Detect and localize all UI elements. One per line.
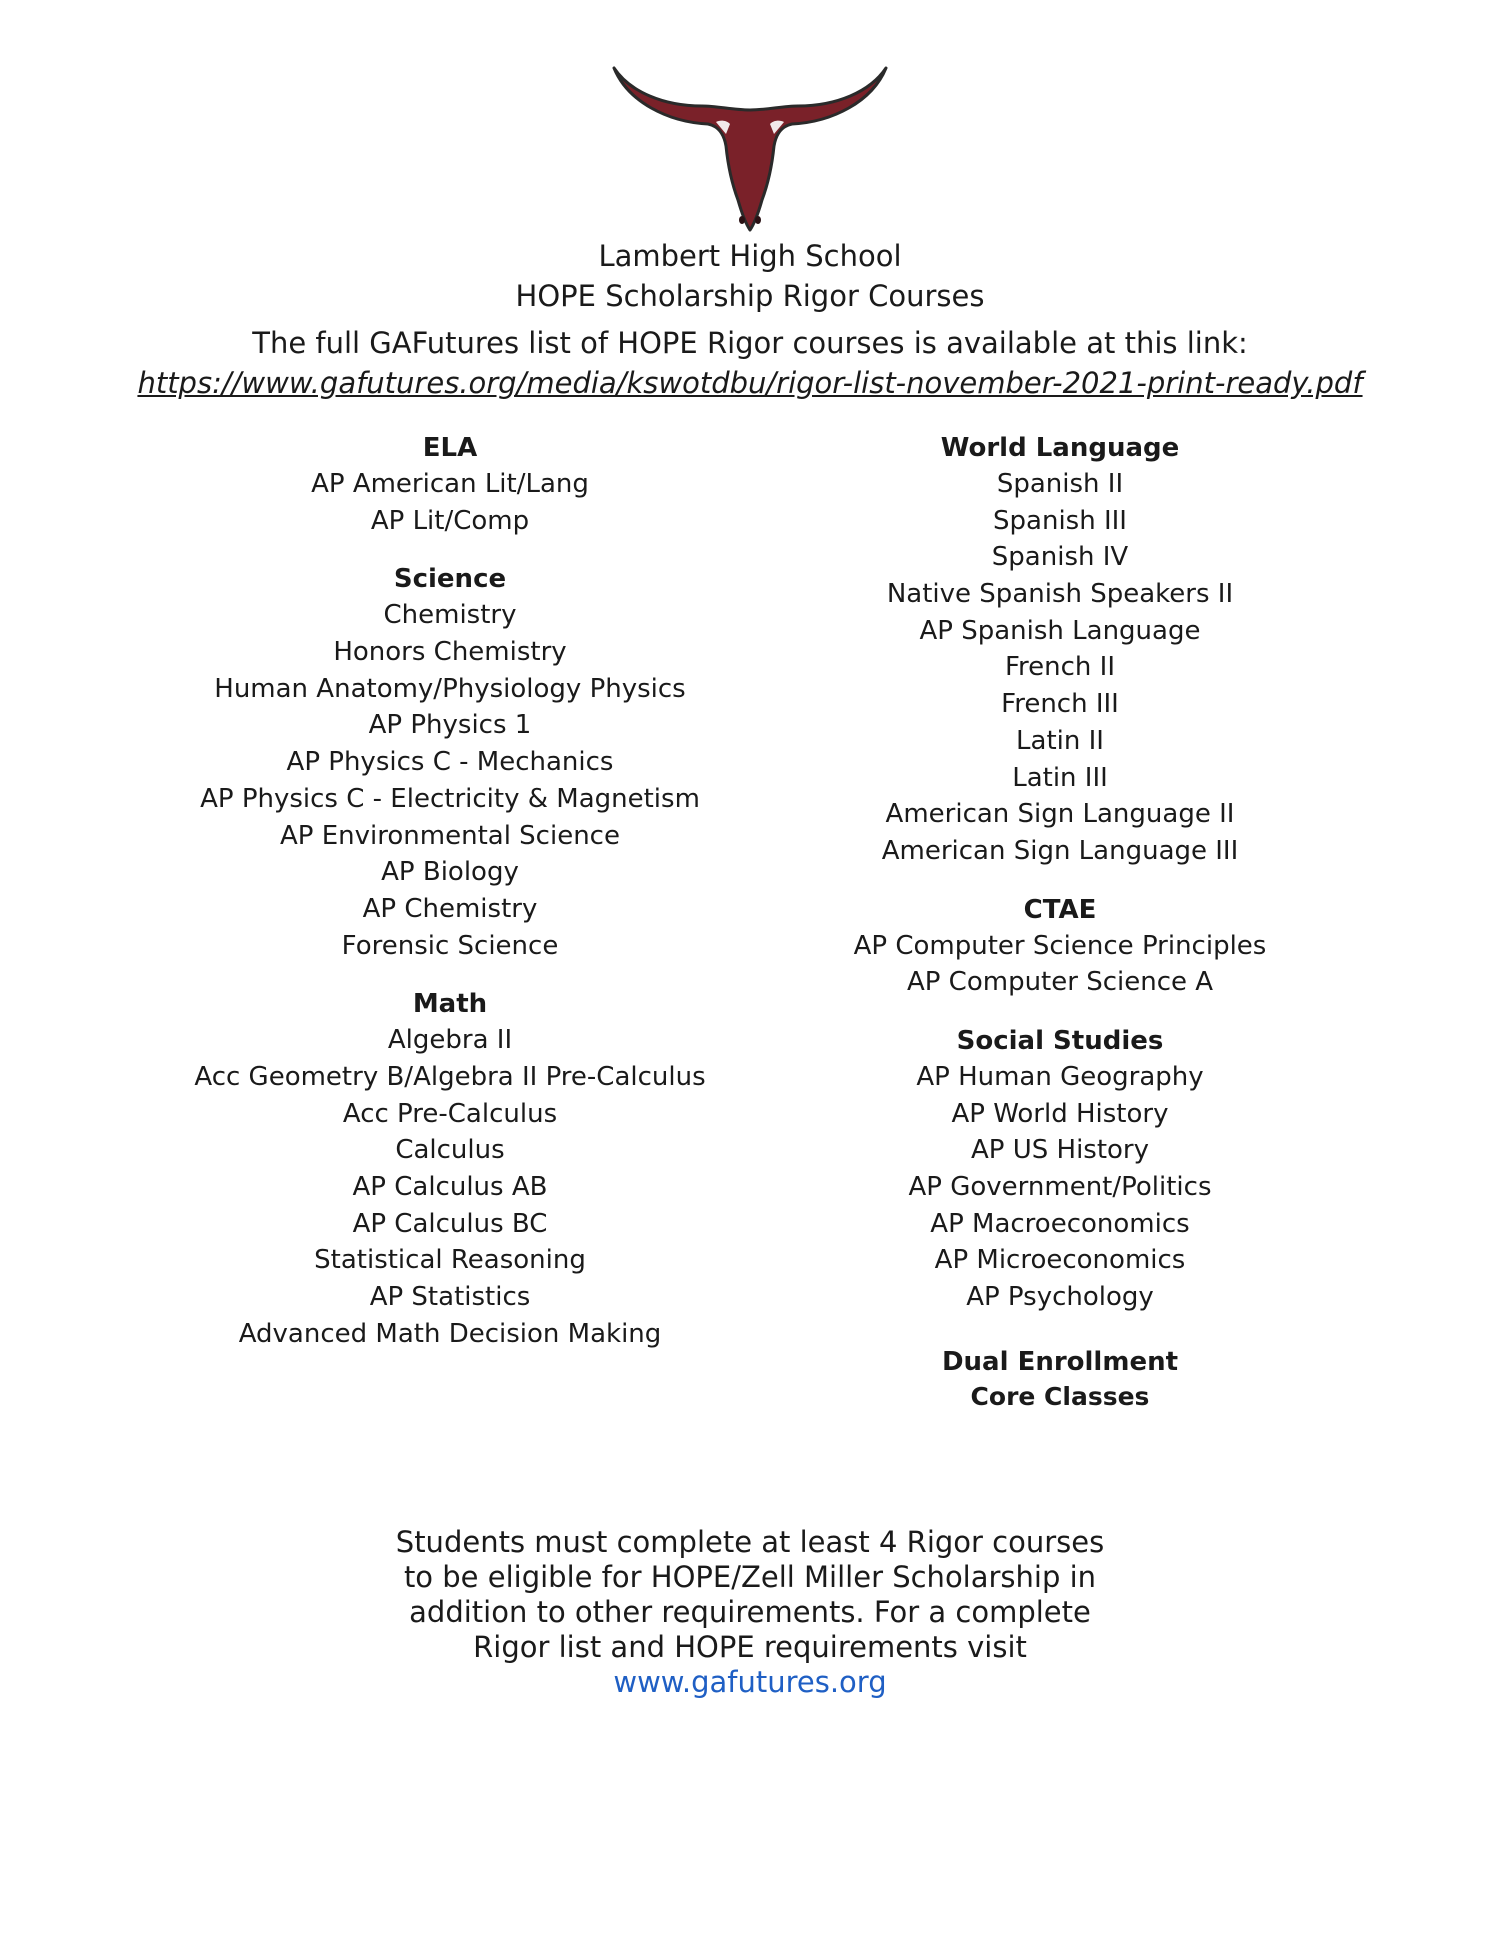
section-math bbox=[150, 986, 750, 1352]
section-title-world-language: World Language bbox=[940, 433, 1180, 463]
course-item: Advanced Math Decision Making bbox=[238, 1318, 662, 1349]
course-item: Native Spanish Speakers II bbox=[886, 579, 1234, 610]
course-item: Chemistry bbox=[383, 600, 517, 631]
course-item: Spanish II bbox=[996, 469, 1124, 499]
section-world-language bbox=[760, 430, 1360, 870]
course-item: AP Government/Politics bbox=[908, 1172, 1212, 1202]
course-item: AP Lit/Comp bbox=[370, 505, 530, 536]
section-ctae bbox=[760, 892, 1360, 1001]
course-item: AP Spanish Language bbox=[919, 615, 1201, 646]
gafutures-link[interactable]: www.gafutures.org bbox=[613, 1665, 887, 1699]
course-item: Spanish III bbox=[993, 505, 1127, 536]
footer-note bbox=[350, 1525, 1150, 1700]
footer-line: addition to other requirements. For a complete bbox=[409, 1595, 1091, 1629]
course-item: Calculus bbox=[395, 1135, 505, 1166]
section-title-science: Science bbox=[393, 564, 507, 595]
section-social-studies bbox=[760, 1023, 1360, 1316]
course-item: AP Physics C - Electricity & Magnetism bbox=[200, 783, 700, 814]
section-ela bbox=[150, 430, 750, 539]
course-item: Latin II bbox=[1016, 725, 1104, 756]
footer-line: Students must complete at least 4 Rigor courses bbox=[395, 1525, 1105, 1559]
course-item: AP Calculus AB bbox=[352, 1172, 548, 1202]
course-item: AP Computer Science A bbox=[906, 967, 1214, 998]
course-item: AP Physics 1 bbox=[368, 710, 532, 741]
course-item: Human Anatomy/Physiology Physics bbox=[214, 673, 686, 704]
section-title-ctae: CTAE bbox=[1023, 894, 1097, 925]
course-item: AP Biology bbox=[381, 857, 519, 888]
section-title-math: Math bbox=[412, 989, 488, 1020]
course-item: French III bbox=[1001, 689, 1119, 720]
section-title-dual-enrollment: Dual Enrollment bbox=[941, 1346, 1179, 1377]
section-dual-enrollment bbox=[760, 1344, 1360, 1414]
course-item: French II bbox=[1004, 652, 1116, 683]
intro-text: The full GAFutures list of HOPE Rigor courses is available at this link: bbox=[252, 326, 1248, 360]
course-item: AP Environmental Science bbox=[280, 820, 620, 851]
course-item: AP Calculus BC bbox=[352, 1208, 548, 1239]
course-item: Acc Pre-Calculus bbox=[342, 1098, 558, 1129]
course-item: Forensic Science bbox=[341, 930, 559, 961]
course-item: AP Chemistry bbox=[362, 893, 538, 924]
left-column bbox=[150, 430, 750, 1352]
course-item: Latin III bbox=[1012, 762, 1108, 793]
rigor-list-link[interactable]: https://www.gafutures.org/media/kswotdbu/rigor-list-november-2021-print-ready.pdf bbox=[137, 366, 1363, 400]
course-item: AP Physics C - Mechanics bbox=[286, 747, 614, 778]
course-item: AP American Lit/Lang bbox=[311, 469, 589, 499]
longhorn-logo-icon bbox=[608, 62, 892, 236]
right-column bbox=[760, 430, 1360, 1414]
footer-line: Rigor list and HOPE requirements visit bbox=[473, 1630, 1027, 1664]
course-item: Honors Chemistry bbox=[333, 637, 567, 668]
section-title-social-studies: Social Studies bbox=[956, 1025, 1164, 1056]
course-item: American Sign Language II bbox=[885, 799, 1235, 830]
dual-enrollment-subtitle: Core Classes bbox=[970, 1381, 1150, 1411]
course-item: AP World History bbox=[951, 1098, 1169, 1129]
footer-line: to be eligible for HOPE/Zell Miller Scholarship in bbox=[403, 1560, 1097, 1594]
course-item: AP Psychology bbox=[966, 1282, 1154, 1313]
course-item: AP Human Geography bbox=[916, 1061, 1204, 1092]
course-item: American Sign Language III bbox=[881, 835, 1239, 866]
course-item: AP Macroeconomics bbox=[930, 1208, 1190, 1239]
school-name: Lambert High School bbox=[598, 239, 902, 273]
course-item: AP Computer Science Principles bbox=[853, 930, 1267, 961]
course-item: AP US History bbox=[970, 1135, 1150, 1166]
section-science bbox=[150, 561, 750, 964]
course-item: Algebra II bbox=[387, 1025, 513, 1056]
document-title: HOPE Scholarship Rigor Courses bbox=[515, 279, 985, 313]
course-item: Acc Geometry B/Algebra II Pre-Calculus bbox=[194, 1061, 706, 1092]
course-item: AP Statistics bbox=[369, 1282, 531, 1313]
course-item: Statistical Reasoning bbox=[314, 1245, 586, 1276]
section-title-ela: ELA bbox=[422, 433, 478, 463]
course-item: Spanish IV bbox=[991, 542, 1129, 573]
course-item: AP Microeconomics bbox=[934, 1245, 1186, 1276]
